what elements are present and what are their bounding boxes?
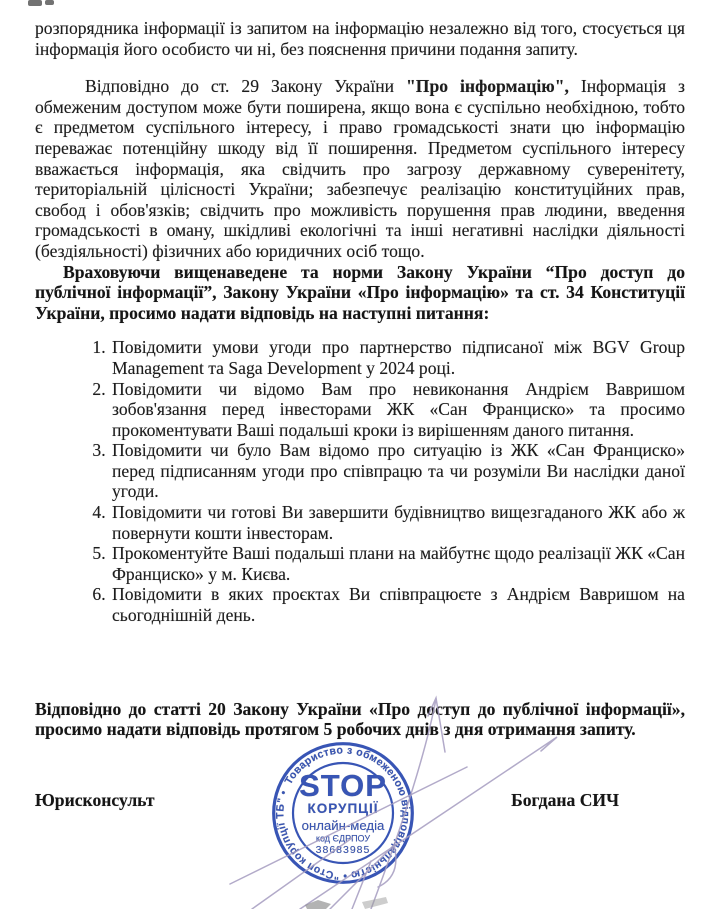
paragraph-intro-fragment: розпорядника інформації із запитом на інформацію незалежно від того, стосується ця інформація його особисто чи ні, без пояснення причини подання запиту. (35, 18, 685, 59)
signer-role: Юрисконсульт (35, 789, 155, 810)
question-item: 2. Повідомити чи відомо Вам про невиконання Андрієм Вавришом зобов'язання перед інвесторами ЖК «Сан Франциско» та просимо прокоментувати Ваші подальші кроки із вирішенням даного питання. (110, 379, 685, 441)
stamp-code-label: код ЄДРПОУ (315, 833, 371, 844)
law29-prefix: Відповідно до ст. 29 Закону України (85, 76, 407, 97)
stamp-code-value: 38683985 (315, 844, 371, 856)
organization-stamp-icon (270, 740, 416, 886)
question-item: 3. Повідомити чи було Вам відомо про ситуацію із ЖК «Сан Франциско» перед підписанням угоди про співпрацю та чи розуміли Ви наслідки даної угоди. (110, 440, 685, 502)
signer-name: Богдана СИЧ (511, 789, 619, 810)
question-item: 4. Повідомити чи готові Ви завершити будівництво вищезгаданого ЖК або ж повернути кошти інвесторам. (110, 502, 685, 543)
stamp-subtitle: КОРУПЦІЇ (307, 801, 379, 816)
question-item: 5. Прокоментуйте Ваші подальші плани на майбутнє щодо реалізації ЖК «Сан Франциско» у м. Києва. (110, 543, 685, 584)
stamp-title: STOP (299, 768, 387, 803)
question-item: 6. Повідомити в яких проєктах Ви співпрацюєте з Андрієм Вавришом на сьогоднішній день. (110, 584, 685, 625)
law29-rest: Інформація з обмеженим доступом може бути поширена, якщо вона є суспільно необхідною, тобто є предметом суспільного інтересу, і право громадськості знати цю інформацію переважає потенційну шкоду від її поширення. Предметом суспільного інтересу вважається інформація, яка свідчить про загрозу державному суверенітету, територіальній цілісності України; забезпечує реалізацію конституційних прав, свобод і обов'язків; свідчить про можливість порушення прав людини, введення громадськості в оману, шкідливі екологічні та інші негативні наслідки діяльності (бездіяльності) фізичних або юридичних осіб тощо. (35, 76, 685, 261)
questions-list (35, 337, 685, 625)
law29-title-bold: "Про інформацію", (406, 76, 569, 97)
paragraph-deadline: Відповідно до статті 20 Закону України «Про доступ до публічної інформації», просимо надати відповідь протягом 5 робочих днів з дня отримання запиту. (35, 698, 685, 740)
question-item: 1. Повідомити умови угоди про партнерство підписаної між BGV Group Management та Saga Development у 2024 році. (110, 337, 685, 378)
scan-artifact-bottom (362, 897, 388, 909)
scan-artifact-bottom (305, 900, 331, 909)
scan-artifact-top (28, 0, 54, 6)
stamp-media-line: онлайн-медіа (301, 818, 385, 833)
paragraph-request-intro: Враховуючи вищенаведене та норми Закону України “Про доступ до публічної інформації”, Закону України «Про інформацію» та ст. 34 Конституції України, просимо надати відповідь на наступні питання: (35, 261, 685, 323)
stamp-ring-text: Товариство з обмеженою відповідальністю • "Стоп корупції ТБ" • (274, 744, 412, 882)
paragraph-law-29 (35, 76, 685, 261)
